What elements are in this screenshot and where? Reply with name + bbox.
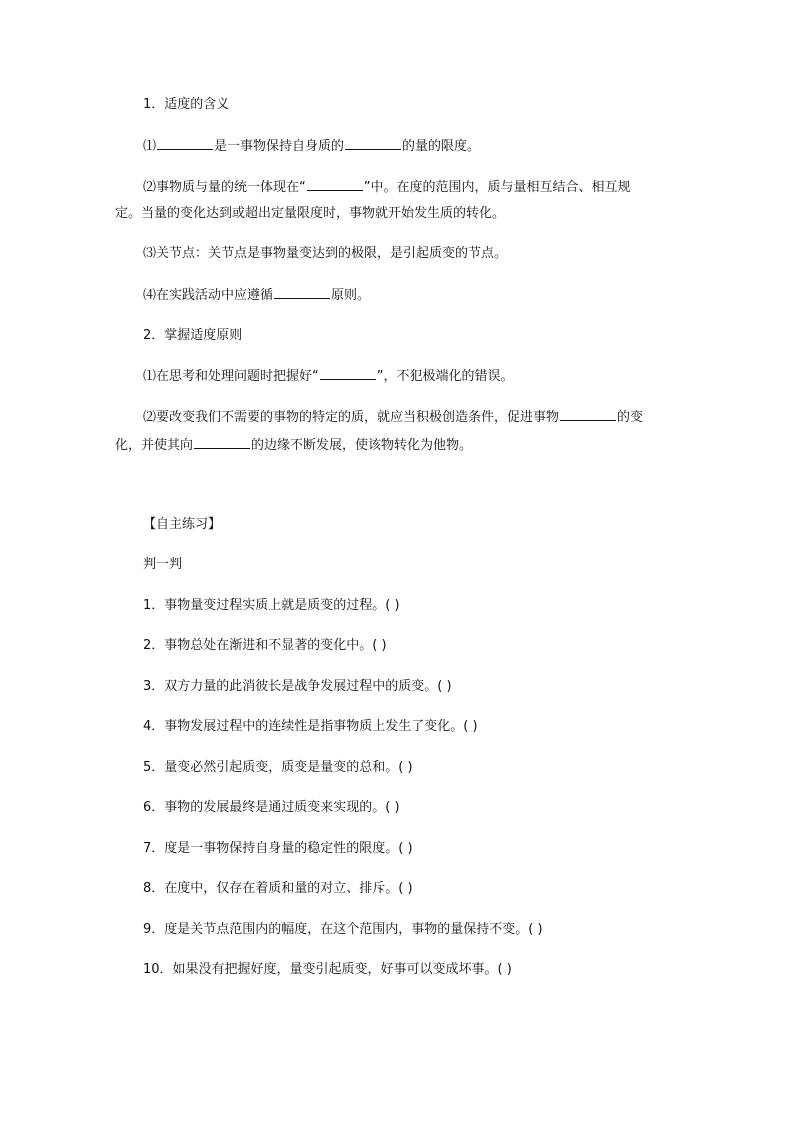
item2-text-a: ⑵事物质与量的统一体现在“ — [143, 180, 306, 195]
item1-text-b: 的量的限度。 — [402, 139, 481, 154]
section2-item2-line2 — [115, 436, 472, 455]
item4-text-b: 原则。 — [331, 288, 371, 303]
question-8[interactable]: 8．在度中，仅存在着质和量的对立、排斥。( ) — [143, 881, 413, 896]
question-5[interactable]: 5．量变必然引起质变，质变是量变的总和。( ) — [143, 760, 413, 775]
question-2[interactable]: 2．事物总处在渐进和不显著的变化中。( ) — [143, 638, 387, 653]
item4-text-a: ⑷在实践活动中应遵循 — [143, 288, 274, 303]
s2-item2-text-b: 的变 — [617, 410, 644, 425]
question-3[interactable]: 3．双方力量的此消彼长是战争发展过程中的质变。( ) — [143, 679, 452, 694]
section1-item2-line1 — [143, 178, 631, 197]
item1-prefix: ⑴ — [143, 139, 157, 154]
s2-item2-text-c: 化，并使其向 — [115, 438, 194, 453]
fill-blank[interactable] — [157, 137, 213, 150]
practice-subheading: 判一判 — [143, 557, 183, 572]
item1-text-a: 是一事物保持自身质的 — [214, 139, 345, 154]
section1-item3: ⑶关节点：关节点是事物量变达到的极限，是引起质变的节点。 — [143, 246, 508, 261]
s2-item2-text-a: ⑵要改变我们不需要的事物的特定的质，就应当积极创造条件，促进事物 — [143, 410, 560, 425]
s2-item2-text-d: 的边缘不断发展，使该物转化为他物。 — [251, 438, 473, 453]
fill-blank[interactable] — [194, 436, 250, 449]
question-1[interactable]: 1．事物量变过程实质上就是质变的过程。( ) — [143, 598, 400, 613]
fill-blank[interactable] — [307, 178, 363, 191]
question-10[interactable]: 10．如果没有把握好度，量变引起质变，好事可以变成坏事。( ) — [143, 962, 512, 977]
question-4[interactable]: 4．事物发展过程中的连续性是指事物质上发生了变化。( ) — [143, 719, 478, 734]
question-9[interactable]: 9．度是关节点范围内的幅度，在这个范围内，事物的量保持不变。( ) — [143, 922, 543, 937]
question-7[interactable]: 7．度是一事物保持自身量的稳定性的限度。( ) — [143, 841, 413, 856]
fill-blank[interactable] — [345, 137, 401, 150]
section2-item2-line1 — [143, 408, 643, 427]
section1-item4 — [143, 286, 370, 305]
section2-item1 — [143, 367, 514, 386]
fill-blank[interactable] — [560, 408, 616, 421]
section1-item1 — [143, 137, 480, 156]
practice-heading: 【自主练习】 — [143, 517, 222, 532]
fill-blank[interactable] — [320, 367, 376, 380]
section1-item2-line2: 定。当量的变化达到或超出定量限度时，事物就开始发生质的转化。 — [115, 206, 506, 221]
fill-blank[interactable] — [274, 286, 330, 299]
question-6[interactable]: 6．事物的发展最终是通过质变来实现的。( ) — [143, 800, 400, 815]
s2-item1-text-b: ”，不犯极端化的错误。 — [376, 369, 514, 384]
section1-title: 1．适度的含义 — [143, 97, 230, 112]
s2-item1-text-a: ⑴在思考和处理问题时把握好“ — [143, 369, 319, 384]
section2-title: 2．掌握适度原则 — [143, 328, 243, 343]
item2-text-b: ”中。在度的范围内，质与量相互结合、相互规 — [363, 180, 631, 195]
